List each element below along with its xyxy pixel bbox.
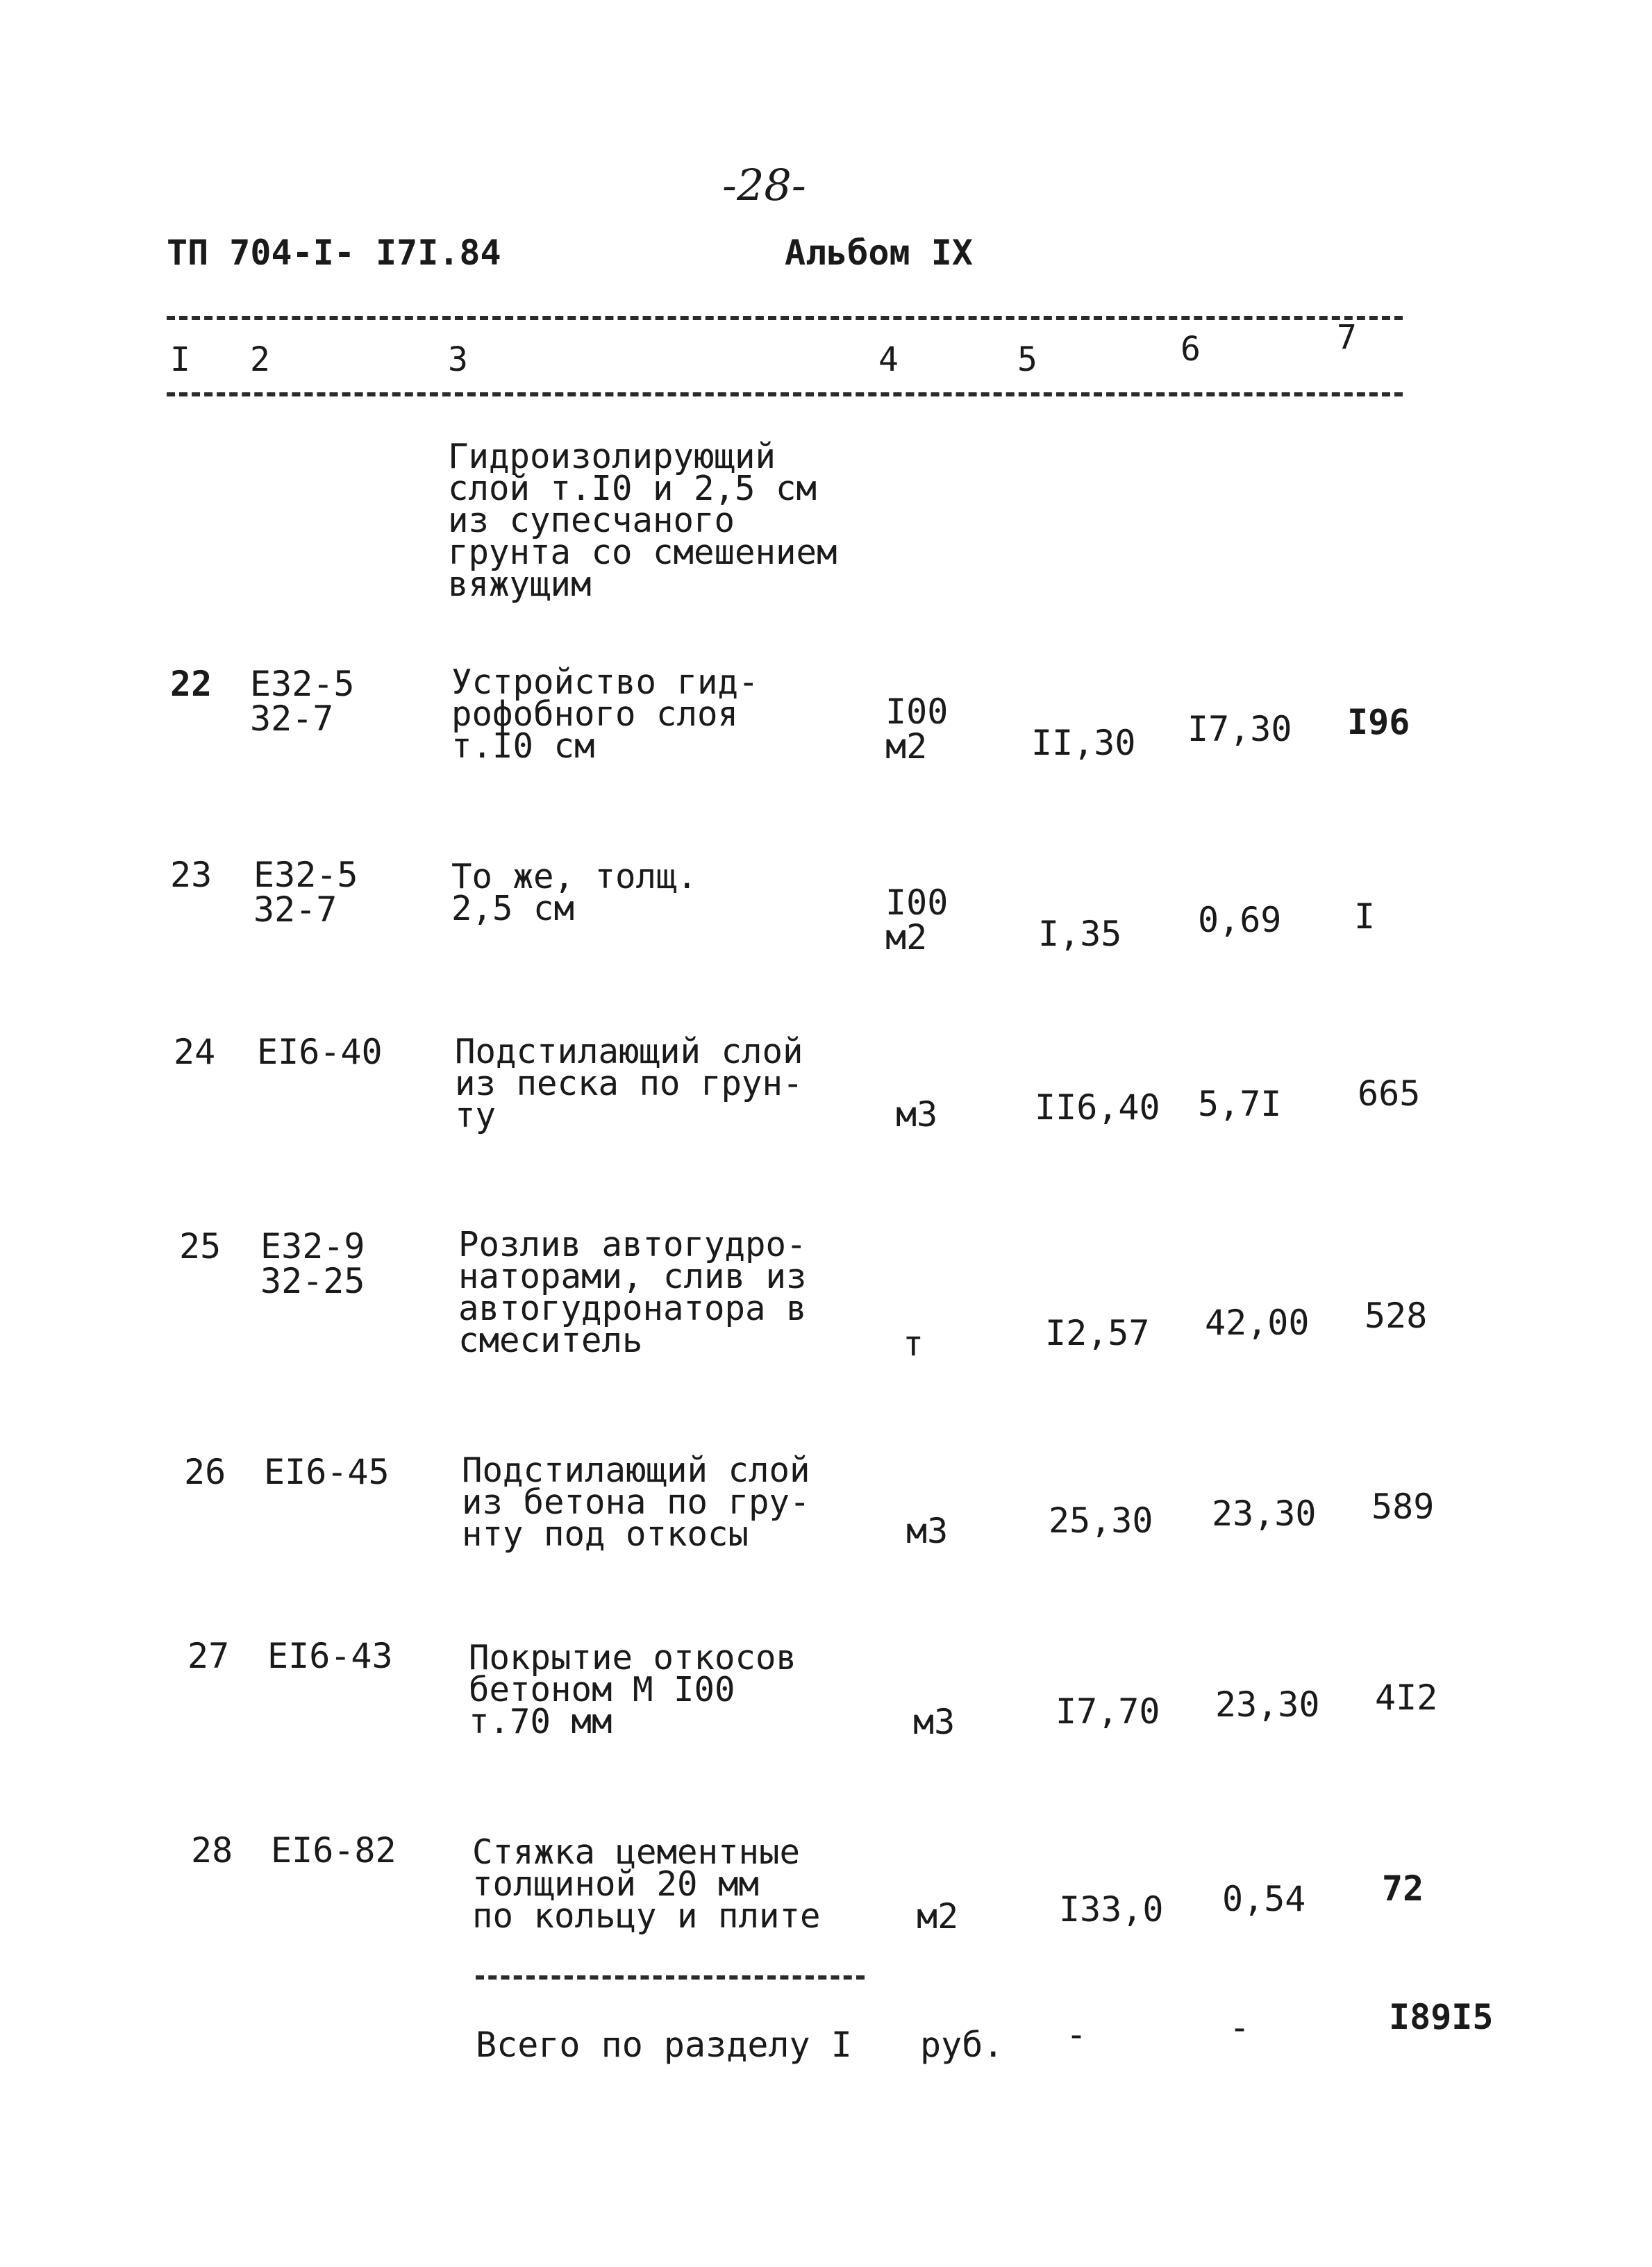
row-number: 24 bbox=[174, 1032, 216, 1072]
row-number: 23 bbox=[170, 855, 212, 895]
row-col5: 25,30 bbox=[1049, 1500, 1153, 1541]
header-rule-bottom bbox=[167, 392, 1403, 396]
album-label: Альбом IX bbox=[785, 233, 973, 273]
row-unit: м3 bbox=[906, 1511, 949, 1551]
row-code: ЕI6-43 bbox=[267, 1636, 393, 1676]
column-number-3: 3 bbox=[448, 340, 468, 379]
page-number: -28- bbox=[722, 160, 806, 210]
column-number-4: 4 bbox=[878, 340, 899, 379]
total-col5: - bbox=[1066, 2014, 1087, 2055]
row-code: Е32-9 32-25 bbox=[260, 1226, 365, 1301]
row-code: Е32-5 32-7 bbox=[250, 664, 355, 739]
column-number-7: 7 bbox=[1337, 318, 1357, 357]
row-number: 22 bbox=[170, 664, 212, 704]
header-rule-top bbox=[167, 316, 1403, 320]
row-unit: I00 м2 bbox=[885, 882, 949, 957]
row-unit: I00 м2 bbox=[885, 692, 949, 767]
total-unit: руб. bbox=[920, 2025, 1004, 2065]
row-description: Покрытие откосов бетоном М I00 т.70 мм bbox=[469, 1638, 797, 1741]
total-separator bbox=[476, 1975, 865, 1980]
row-code: ЕI6-40 bbox=[257, 1032, 383, 1072]
row-description: Подстилающий слой из песка по грун- ту bbox=[455, 1032, 803, 1135]
row-col5: II,30 bbox=[1031, 723, 1136, 763]
row-number: 27 bbox=[187, 1636, 230, 1676]
row-col7: 4I2 bbox=[1375, 1678, 1438, 1718]
row-col6: 42,00 bbox=[1205, 1303, 1310, 1343]
row-description: Розлив автогудро- наторами, слив из автогудронатора в смеситель bbox=[458, 1225, 807, 1360]
total-col7: I89I5 bbox=[1389, 1997, 1494, 2037]
row-col7: I bbox=[1354, 896, 1376, 937]
row-col6: 23,30 bbox=[1212, 1494, 1317, 1534]
column-number-2: 2 bbox=[250, 340, 270, 379]
row-col6: 5,7I bbox=[1198, 1084, 1282, 1124]
row-col5: I33,0 bbox=[1059, 1889, 1164, 1930]
row-unit: м2 bbox=[917, 1896, 959, 1936]
total-label: Всего по разделу I bbox=[476, 2025, 852, 2065]
row-col5: I7,70 bbox=[1056, 1691, 1160, 1732]
row-col7: I96 bbox=[1347, 702, 1410, 742]
total-col6: - bbox=[1229, 2007, 1251, 2048]
row-unit: м3 bbox=[896, 1094, 938, 1135]
column-number-1: I bbox=[170, 340, 190, 379]
row-number: 25 bbox=[179, 1226, 222, 1266]
column-number-6: 6 bbox=[1180, 330, 1201, 369]
document-code: ТП 704-I- I7I.84 bbox=[167, 233, 501, 273]
row-col6: I7,30 bbox=[1187, 709, 1292, 749]
row-unit: т bbox=[903, 1323, 924, 1364]
row-col5: I2,57 bbox=[1045, 1313, 1150, 1353]
row-number: 26 bbox=[184, 1452, 226, 1492]
row-unit: м3 bbox=[913, 1702, 956, 1742]
row-col6: 23,30 bbox=[1215, 1684, 1320, 1725]
row-description: Устройство гид- рофобного слоя т.I0 см bbox=[451, 662, 759, 766]
row-col6: 0,54 bbox=[1222, 1879, 1306, 1919]
row-description: Стяжка цементные толщиной 20 мм по кольцу и плите bbox=[472, 1832, 821, 1936]
row-code: Е32-5 32-7 bbox=[253, 855, 358, 930]
row-col7: 589 bbox=[1371, 1487, 1435, 1527]
row-col7: 528 bbox=[1365, 1296, 1428, 1336]
row-col5: I,35 bbox=[1038, 914, 1122, 954]
row-description: То же, толщ. 2,5 см bbox=[451, 857, 698, 928]
section-title: Гидроизолирующий слой т.I0 и 2,5 см из супесчаного грунта со смешением вяжущим bbox=[448, 437, 837, 604]
row-col7: 72 bbox=[1382, 1868, 1424, 1909]
row-col6: 0,69 bbox=[1198, 900, 1282, 940]
row-code: ЕI6-82 bbox=[271, 1830, 397, 1871]
row-code: ЕI6-45 bbox=[264, 1452, 390, 1492]
column-number-5: 5 bbox=[1017, 340, 1037, 379]
row-col7: 665 bbox=[1358, 1073, 1421, 1114]
row-description: Подстилающий слой из бетона по гру- нту под откосы bbox=[462, 1450, 810, 1554]
row-col5: II6,40 bbox=[1035, 1087, 1160, 1128]
row-number: 28 bbox=[191, 1830, 233, 1871]
